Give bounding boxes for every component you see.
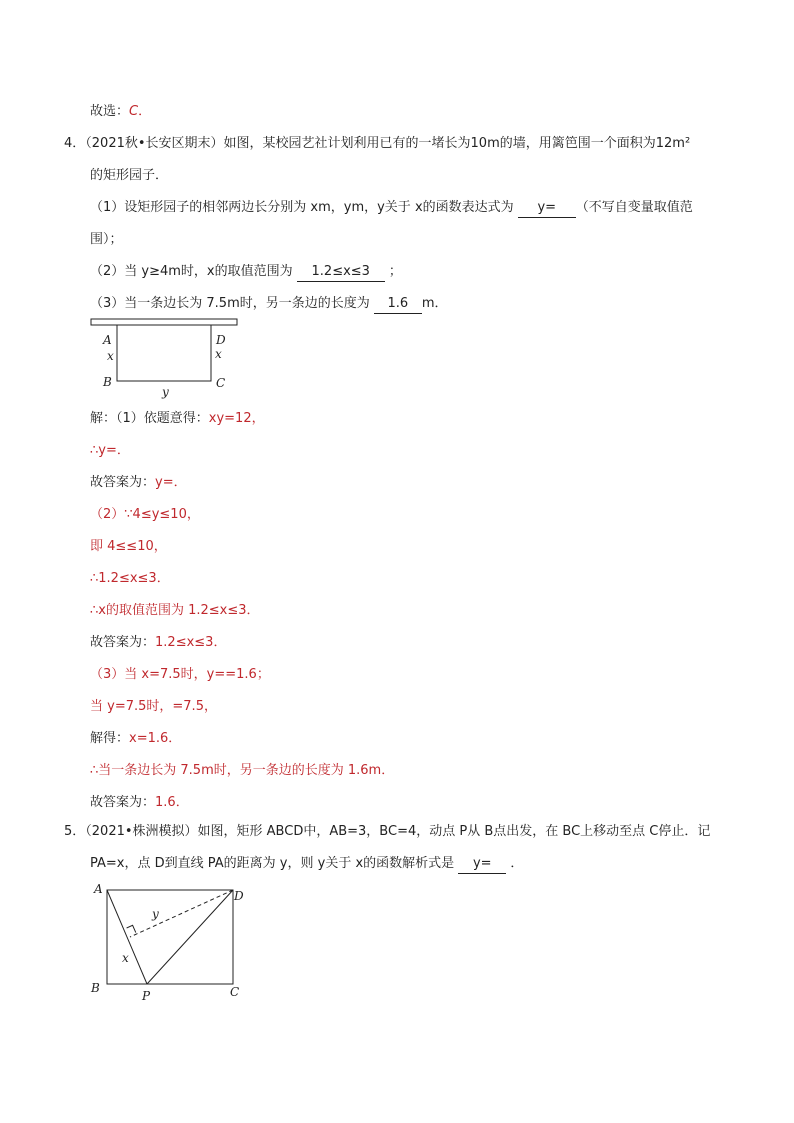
solution-expression: （2）∵4≤y≤10， bbox=[90, 507, 200, 522]
solution-expression: xy=12， bbox=[208, 411, 265, 426]
solution-expression: ∴1.2≤x≤3． bbox=[90, 571, 170, 586]
label-x-right: x bbox=[215, 347, 222, 361]
solution-line bbox=[90, 730, 181, 748]
q4-figure bbox=[85, 315, 245, 405]
solution-expression: y=． bbox=[155, 475, 187, 490]
q5-figure bbox=[85, 876, 255, 1002]
label-B: B bbox=[103, 375, 112, 389]
label-x-left: x bbox=[107, 349, 114, 363]
solution-line bbox=[90, 634, 226, 652]
q4-part1-text: （1）设矩形园子的相邻两边长分别为 xm，ym，y关于 x的函数表达式为 bbox=[90, 200, 518, 215]
solution-line bbox=[90, 666, 270, 684]
q4-part1-tail: （不写自变量取值范 bbox=[575, 200, 693, 215]
q4-line1 bbox=[64, 135, 690, 153]
wall bbox=[91, 319, 237, 325]
q4-part2-tail: ； bbox=[384, 264, 402, 279]
label-C: C bbox=[230, 985, 240, 999]
q5-line1 bbox=[64, 823, 710, 841]
q5-line2 bbox=[90, 855, 523, 874]
q4-part1-cont: 围）； bbox=[90, 232, 123, 247]
solution-line bbox=[90, 698, 217, 716]
solution-line bbox=[90, 442, 130, 460]
solution-expression: ∴y=． bbox=[90, 443, 130, 458]
q5-text: PA=x，点 D到直线 PA的距离为 y，则 y关于 x的函数解析式是 bbox=[90, 856, 459, 871]
solution-line bbox=[90, 410, 265, 428]
rectangle-ABCD bbox=[107, 890, 233, 984]
q4-line2: 的矩形园子． bbox=[90, 168, 169, 183]
segment-PD bbox=[147, 890, 233, 984]
perpendicular-dashed bbox=[130, 890, 233, 937]
label-A: A bbox=[94, 882, 103, 896]
solution-line bbox=[90, 570, 170, 588]
solution-expression: x=1.6． bbox=[129, 731, 182, 746]
garden-rectangle bbox=[117, 325, 211, 381]
q4-part3 bbox=[90, 295, 448, 314]
right-angle-mark bbox=[127, 925, 136, 932]
q5-tail: ． bbox=[506, 856, 524, 871]
solution-line bbox=[90, 602, 260, 620]
label-A: A bbox=[103, 333, 112, 347]
q4-part2-text: （2）当 y≥4m时，x的取值范围为 bbox=[90, 264, 297, 279]
solution-expression: ∴x的取值范围为 1.2≤x≤3． bbox=[90, 603, 260, 618]
q4-part3-tail: m． bbox=[421, 296, 448, 311]
q4-part3-answer: 1.6 bbox=[374, 295, 422, 314]
label-y: y bbox=[162, 385, 169, 399]
label-B: B bbox=[91, 981, 100, 995]
answer-line bbox=[90, 103, 151, 121]
label-P: P bbox=[142, 989, 151, 1002]
q5-stem: （2021•株洲模拟）如图，矩形 ABCD中，AB=3，BC=4，动点 P从 B点出发，在 BC上移动至点 C停止．记 bbox=[85, 824, 711, 839]
solution-expression: ∴当一条边长为 7.5m时，另一条边的长度为 1.6m． bbox=[90, 763, 395, 778]
solution-line bbox=[90, 506, 200, 524]
solution-line bbox=[90, 794, 189, 812]
q4-part3-text: （3）当一条边长为 7.5m时，另一条边的长度为 bbox=[90, 296, 374, 311]
solution-label: 解得： bbox=[90, 731, 130, 746]
q4-part1-answer: y= bbox=[518, 199, 576, 218]
solution-expression: （3）当 x=7.5时，y==1.6； bbox=[90, 667, 270, 682]
solution-line bbox=[90, 474, 187, 492]
solution-label: 故答案为： bbox=[90, 475, 156, 490]
label-D: D bbox=[216, 333, 226, 347]
solution-expression: 1.2≤x≤3． bbox=[155, 635, 227, 650]
solution-line bbox=[90, 538, 167, 556]
q4-part2 bbox=[90, 263, 402, 282]
segment-AP bbox=[107, 890, 147, 984]
solution-line bbox=[90, 762, 394, 780]
q4-part2-answer: 1.2≤x≤3 bbox=[297, 263, 385, 282]
solution-label: 故答案为： bbox=[90, 795, 156, 810]
solution-expression: 1.6． bbox=[155, 795, 189, 810]
solution-label: 故答案为： bbox=[90, 635, 156, 650]
label-x: x bbox=[122, 951, 129, 965]
answer-prefix: 故选： bbox=[90, 104, 130, 119]
q4-number: 4． bbox=[64, 136, 86, 151]
solution-label: 解：（1）依题意得： bbox=[90, 411, 209, 426]
q4-stem: （2021秋•长安区期末）如图，某校园艺社计划利用已有的一堵长为10m的墙，用篱笆围一个面积为12m² bbox=[85, 136, 691, 151]
q5-number: 5． bbox=[64, 824, 86, 839]
solution-expression: 当 y=7.5时，=7.5， bbox=[90, 699, 217, 714]
q5-answer: y= bbox=[458, 855, 506, 874]
q4-part1 bbox=[90, 199, 693, 218]
label-C: C bbox=[216, 376, 226, 390]
label-D: D bbox=[234, 889, 244, 903]
solution-expression: 即 4≤≤10， bbox=[90, 539, 167, 554]
answer-suffix: ． bbox=[138, 104, 152, 119]
label-y: y bbox=[152, 907, 159, 921]
answer-value: C bbox=[129, 104, 139, 119]
